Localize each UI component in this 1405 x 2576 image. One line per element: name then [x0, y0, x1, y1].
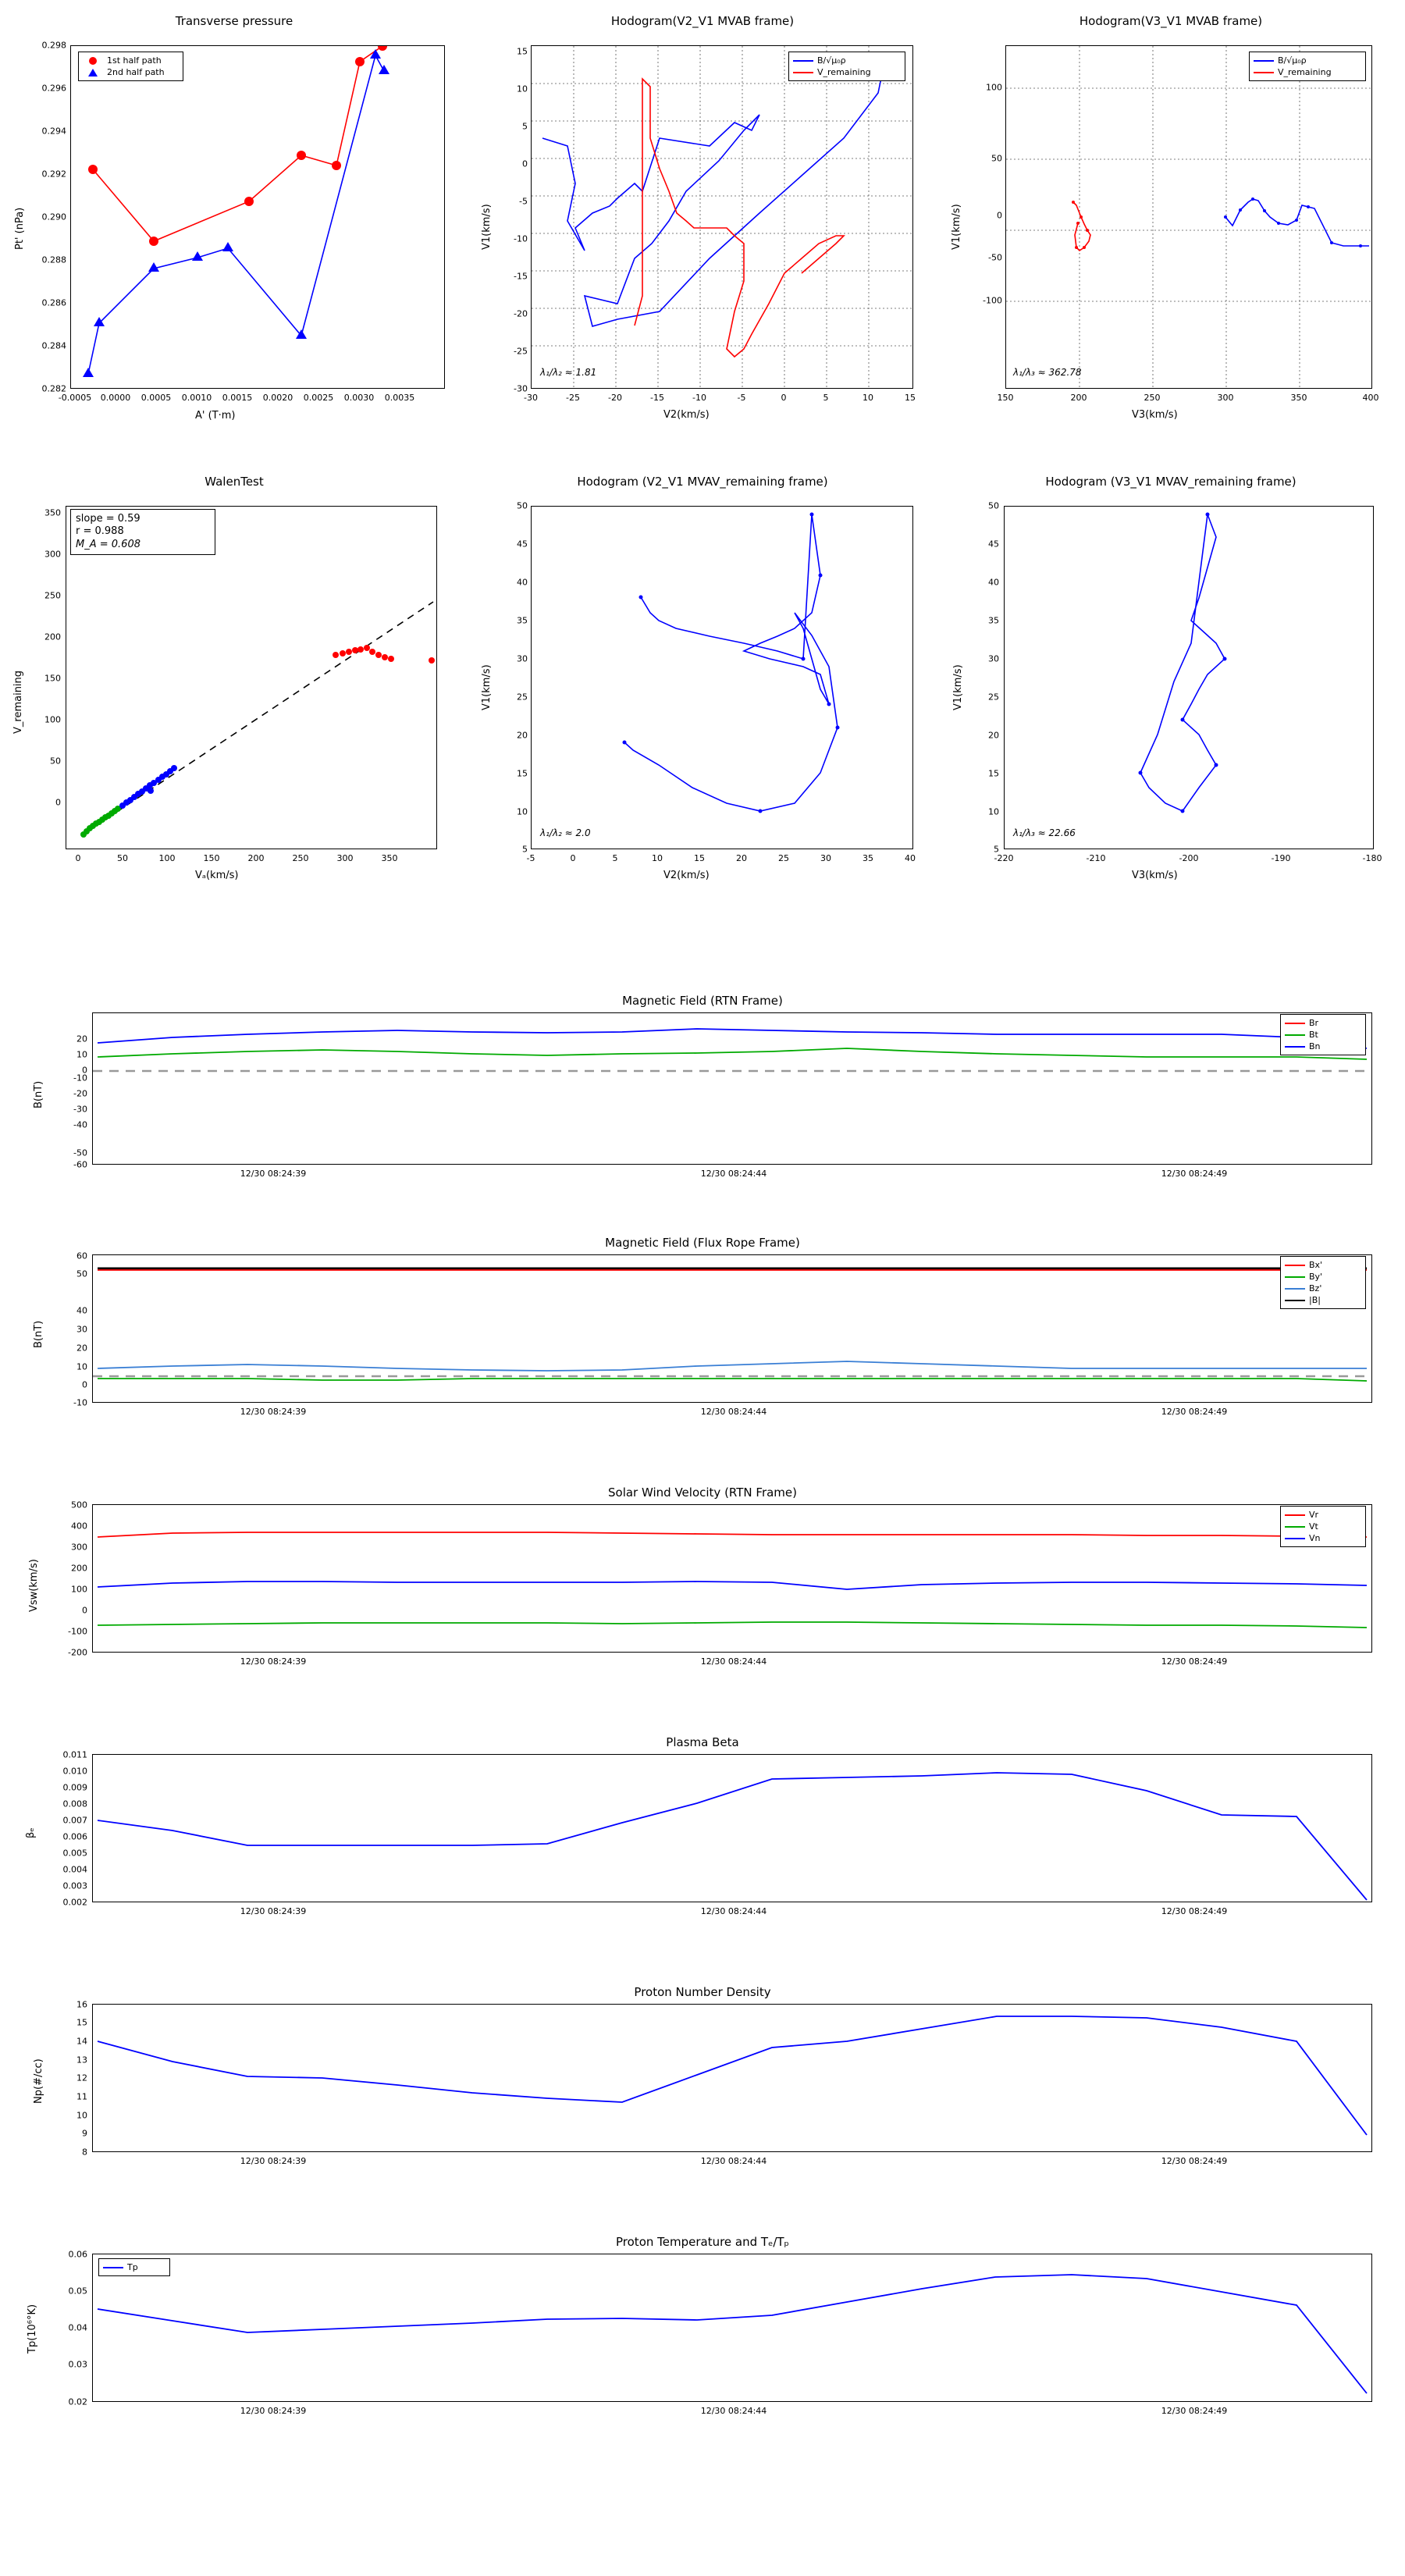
- panel-title: Proton Temperature and Tₑ/Tₚ: [616, 2235, 789, 2249]
- xtick: 12/30 08:24:39: [240, 2156, 307, 2166]
- xtick: 20: [736, 853, 747, 863]
- ytick: -50: [73, 1147, 87, 1158]
- ytick: 0.007: [62, 1815, 87, 1826]
- ytick: 0.298: [41, 40, 66, 51]
- xtick: 12/30 08:24:39: [240, 1656, 307, 1667]
- xtick: 0.0030: [343, 393, 375, 403]
- ytick: 14: [76, 2036, 87, 2047]
- x-axis-label: V3(km/s): [1132, 409, 1178, 421]
- x-axis-label: A' (T·m): [195, 410, 236, 422]
- ytick: -20: [73, 1088, 87, 1099]
- xtick: 12/30 08:24:49: [1161, 1656, 1228, 1667]
- xtick: -10: [692, 393, 706, 403]
- panel-title: Magnetic Field (RTN Frame): [622, 994, 783, 1008]
- xtick: 350: [381, 853, 398, 863]
- xtick: -20: [608, 393, 622, 403]
- ytick: 0.004: [62, 1864, 87, 1875]
- y-axis-label: Pt' (nPa): [14, 207, 26, 250]
- plot-area: [531, 506, 913, 849]
- legend-swatch: [103, 2267, 123, 2268]
- xtick: 12/30 08:24:44: [700, 1656, 767, 1667]
- xtick: 300: [336, 853, 354, 863]
- xtick: 250: [292, 853, 309, 863]
- ytick: -15: [514, 271, 528, 282]
- ytick: 0.284: [41, 340, 66, 351]
- panel-plasma-beta: [0, 1713, 1405, 1948]
- ytick: 40: [988, 577, 999, 588]
- ytick: 20: [517, 730, 528, 741]
- legend-label: V_remaining: [817, 67, 871, 77]
- plot-svg: [93, 1755, 1371, 1902]
- x-axis-label: V2(km/s): [663, 409, 710, 421]
- legend-swatch: [1285, 1288, 1305, 1290]
- ytick: 0.008: [62, 1799, 87, 1809]
- x-axis-label: Vₐ(km/s): [195, 870, 239, 881]
- xtick: 12/30 08:24:44: [700, 1407, 767, 1417]
- xtick: -30: [524, 393, 538, 403]
- xtick: 12/30 08:24:44: [700, 2156, 767, 2166]
- ytick: 400: [71, 1521, 87, 1532]
- ytick: 0.282: [41, 383, 66, 394]
- plot-area: [66, 506, 437, 849]
- ytick: 30: [517, 653, 528, 664]
- ytick: 30: [988, 653, 999, 664]
- plot-svg: [93, 1505, 1371, 1652]
- panel-title: Hodogram(V3_V1 MVAB frame): [1079, 14, 1263, 28]
- panel-proton-temperature: [0, 2213, 1405, 2463]
- legend: [1249, 52, 1366, 81]
- xtick: 5: [612, 853, 618, 863]
- ytick: 10: [517, 806, 528, 817]
- plot-svg: [93, 1013, 1371, 1164]
- ytick: 0.290: [41, 212, 66, 222]
- ytick: 25: [988, 692, 999, 703]
- legend-label: B/√μ₀ρ: [1278, 55, 1307, 66]
- xtick: 12/30 08:24:39: [240, 1407, 307, 1417]
- ytick: 0.003: [62, 1880, 87, 1891]
- xtick: 15: [905, 393, 916, 403]
- legend: [1280, 1256, 1366, 1309]
- ytick: 0: [82, 1605, 87, 1616]
- legend-swatch: [793, 72, 813, 73]
- legend-swatch: [1285, 1538, 1305, 1539]
- xtick: 12/30 08:24:39: [240, 1169, 307, 1179]
- xtick: 0.0020: [262, 393, 293, 403]
- ytick: -100: [983, 295, 1002, 306]
- xtick: 12/30 08:24:44: [700, 1169, 767, 1179]
- xtick: 200: [247, 853, 265, 863]
- panel-title: Hodogram (V2_V1 MVAV_remaining frame): [577, 475, 828, 489]
- ytick: 0: [997, 210, 1002, 221]
- ytick: 15: [76, 2017, 87, 2028]
- xtick: 0: [781, 393, 787, 403]
- xtick: 12/30 08:24:49: [1161, 2156, 1228, 2166]
- y-axis-label: B(nT): [33, 1080, 44, 1108]
- legend-swatch: [1285, 1514, 1305, 1516]
- xtick: -210: [1086, 853, 1106, 863]
- plot-area: [531, 45, 913, 389]
- plot-area: [70, 45, 445, 389]
- plot-svg: [532, 507, 912, 849]
- ytick: -50: [988, 252, 1002, 263]
- xtick: -190: [1271, 853, 1291, 863]
- y-axis-label: V1(km/s): [481, 204, 493, 250]
- ytick: 0.05: [68, 2286, 87, 2297]
- ytick: 13: [76, 2055, 87, 2065]
- xtick: 35: [863, 853, 873, 863]
- panel-title: Magnetic Field (Flux Rope Frame): [605, 1236, 800, 1250]
- xtick: 10: [863, 393, 873, 403]
- ytick: 0: [82, 1065, 87, 1076]
- xtick: 50: [117, 853, 128, 863]
- plot-area: [92, 2004, 1372, 2152]
- xtick: 150: [997, 393, 1014, 403]
- xtick: 40: [905, 853, 916, 863]
- ytick: 200: [44, 632, 61, 642]
- ytick: 0.06: [68, 2249, 87, 2260]
- eigenvalue-ratio-annotation: λ₁/λ₂ ≈ 1.81: [540, 367, 597, 378]
- xtick: 30: [820, 853, 831, 863]
- panel-hodogram-v2v1-mvab: [468, 0, 937, 445]
- plot-svg: [71, 46, 444, 388]
- legend-swatch: [793, 60, 813, 62]
- xtick: 0.0035: [384, 393, 415, 403]
- ytick: 45: [517, 539, 528, 550]
- legend-label: Vt: [1309, 1521, 1318, 1532]
- panel-magnetic-field-rtn: [0, 964, 1405, 1198]
- ytick: 12: [76, 2073, 87, 2083]
- ytick: 150: [44, 673, 61, 684]
- y-axis-label: V1(km/s): [952, 664, 964, 710]
- panel-title: Plasma Beta: [666, 1735, 739, 1749]
- legend-label: Bn: [1309, 1041, 1321, 1051]
- ytick: 100: [44, 714, 61, 725]
- legend-label: Bt: [1309, 1030, 1318, 1040]
- ytick: 300: [44, 549, 61, 560]
- plot-area: [92, 2254, 1372, 2402]
- legend: [78, 52, 183, 81]
- legend: [1280, 1506, 1366, 1547]
- xtick: 25: [778, 853, 789, 863]
- xtick: 12/30 08:24:39: [240, 2406, 307, 2416]
- legend-label: Bx': [1309, 1260, 1323, 1270]
- plot-svg: [1006, 46, 1371, 388]
- plot-area: [92, 1504, 1372, 1653]
- ytick: 50: [517, 500, 528, 511]
- legend-label: B/√μ₀ρ: [817, 55, 846, 66]
- legend: [98, 2258, 170, 2276]
- xtick: 12/30 08:24:49: [1161, 1906, 1228, 1916]
- ytick: 10: [76, 2110, 87, 2121]
- ytick: 100: [71, 1584, 87, 1595]
- xtick: -5: [526, 853, 535, 863]
- panel-title: Transverse pressure: [175, 14, 293, 28]
- xtick: -25: [566, 393, 580, 403]
- x-axis-label: V3(km/s): [1132, 870, 1178, 881]
- xtick: -0.0005: [58, 393, 92, 403]
- ytick: 35: [988, 615, 999, 626]
- ytick: 0.296: [41, 83, 66, 94]
- ytick: 8: [82, 2147, 87, 2158]
- plot-area: [92, 1012, 1372, 1165]
- legend-swatch: [1285, 1046, 1305, 1048]
- legend: [788, 52, 905, 81]
- ytick: 5: [994, 844, 999, 855]
- ytick: 25: [517, 692, 528, 703]
- ytick: 100: [986, 82, 1002, 93]
- ytick: 50: [50, 756, 61, 767]
- panel-title: Solar Wind Velocity (RTN Frame): [608, 1485, 797, 1500]
- ytick: 350: [44, 507, 61, 518]
- xtick: -15: [650, 393, 664, 403]
- ytick: 10: [988, 806, 999, 817]
- xtick: 0.0005: [140, 393, 172, 403]
- ytick: 9: [82, 2128, 87, 2139]
- legend-label: Br: [1309, 1018, 1319, 1028]
- y-axis-label: V_remaining: [12, 670, 24, 734]
- eigenvalue-ratio-annotation: λ₁/λ₃ ≈ 362.78: [1013, 367, 1082, 378]
- plot-svg: [93, 2005, 1371, 2151]
- plot-svg: [66, 507, 436, 849]
- xtick: 100: [158, 853, 176, 863]
- ytick: -30: [73, 1104, 87, 1115]
- ytick: 15: [517, 46, 528, 57]
- xtick: 400: [1362, 393, 1379, 403]
- ytick: 40: [76, 1305, 87, 1316]
- legend-swatch: [1285, 1023, 1305, 1024]
- eigenvalue-ratio-annotation: λ₁/λ₃ ≈ 22.66: [1013, 827, 1076, 838]
- y-axis-label: Tp(10⁶°K): [27, 2304, 38, 2354]
- xtick: 15: [694, 853, 705, 863]
- xtick: 12/30 08:24:49: [1161, 1169, 1228, 1179]
- walen-slope: slope = 0.59: [76, 513, 140, 525]
- ytick: -200: [68, 1647, 87, 1658]
- xtick: 0.0010: [181, 393, 212, 403]
- xtick: -220: [994, 853, 1014, 863]
- legend: [1280, 1014, 1366, 1055]
- ytick: 10: [76, 1361, 87, 1372]
- ytick: 0.04: [68, 2322, 87, 2333]
- xtick: 0.0000: [100, 393, 131, 403]
- ytick: -100: [68, 1626, 87, 1637]
- ytick: 0.006: [62, 1831, 87, 1842]
- ytick: 35: [517, 615, 528, 626]
- plot-area: [1005, 45, 1372, 389]
- xtick: 0.0025: [303, 393, 334, 403]
- ytick: -10: [514, 233, 528, 244]
- ytick: 50: [76, 1268, 87, 1279]
- panel-walen-test: [0, 461, 468, 906]
- xtick: 0.0015: [222, 393, 253, 403]
- ytick: 20: [988, 730, 999, 741]
- xtick: -5: [737, 393, 746, 403]
- ytick: 500: [71, 1500, 87, 1510]
- xtick: 300: [1217, 393, 1234, 403]
- ytick: 200: [71, 1563, 87, 1574]
- ytick: 10: [517, 84, 528, 94]
- ytick: -10: [73, 1073, 87, 1083]
- ytick: 5: [522, 844, 528, 855]
- walen-r: r = 0.988: [76, 525, 124, 538]
- legend-label: Tp: [127, 2262, 138, 2272]
- plot-svg: [93, 1255, 1371, 1402]
- legend-label: Vr: [1309, 1510, 1319, 1520]
- panel-proton-number-density: [0, 1963, 1405, 2197]
- y-axis-label: Np(#/cc): [33, 2058, 44, 2104]
- y-axis-label: B(nT): [33, 1320, 44, 1348]
- xtick: 12/30 08:24:39: [240, 1906, 307, 1916]
- legend-swatch: [1285, 1034, 1305, 1036]
- ytick: 10: [76, 1049, 87, 1060]
- ytick: 0: [82, 1379, 87, 1390]
- legend-marker-circle: [83, 56, 103, 66]
- eigenvalue-ratio-annotation: λ₁/λ₂ ≈ 2.0: [540, 827, 591, 838]
- panel-title: Hodogram (V3_V1 MVAV_remaining frame): [1045, 475, 1297, 489]
- walen-ma: M_A = 0.608: [76, 538, 140, 550]
- legend-swatch: [1285, 1300, 1305, 1301]
- x-axis-label: V2(km/s): [663, 870, 710, 881]
- ytick: 60: [76, 1251, 87, 1261]
- plot-area: [1004, 506, 1374, 849]
- ytick: 0.03: [68, 2359, 87, 2370]
- y-axis-label: Vsw(km/s): [28, 1559, 40, 1612]
- xtick: -200: [1179, 853, 1199, 863]
- ytick: 0.294: [41, 126, 66, 137]
- ytick: 50: [991, 153, 1002, 164]
- y-axis-label: V1(km/s): [951, 204, 962, 250]
- xtick: 10: [652, 853, 663, 863]
- ytick: 30: [76, 1324, 87, 1335]
- legend-label: Vn: [1309, 1533, 1321, 1543]
- legend-swatch: [1285, 1526, 1305, 1528]
- xtick: 0: [75, 853, 81, 863]
- ytick: 15: [517, 768, 528, 779]
- plot-area: [92, 1754, 1372, 1902]
- panel-hodogram-v2v1-mvav: [468, 461, 937, 906]
- ytick: 11: [76, 2091, 87, 2102]
- ytick: 0.009: [62, 1782, 87, 1793]
- ytick: 0.02: [68, 2396, 87, 2407]
- panel-solar-wind-velocity-rtn: [0, 1464, 1405, 1698]
- xtick: 250: [1144, 393, 1161, 403]
- xtick: 0: [570, 853, 576, 863]
- ytick: 20: [76, 1034, 87, 1044]
- ytick: 40: [517, 577, 528, 588]
- panel-title: Proton Number Density: [634, 1985, 771, 1999]
- legend-swatch: [1285, 1265, 1305, 1266]
- ytick: 0: [55, 797, 61, 808]
- xtick: 150: [203, 853, 220, 863]
- xtick: 200: [1070, 393, 1087, 403]
- ytick: 50: [988, 500, 999, 511]
- ytick: 0.011: [62, 1749, 87, 1760]
- plot-svg: [1005, 507, 1373, 849]
- y-axis-label: V1(km/s): [481, 664, 493, 710]
- ytick: -30: [514, 383, 528, 394]
- panel-magnetic-field-flux-rope: [0, 1214, 1405, 1448]
- ytick: -60: [73, 1159, 87, 1170]
- ytick: 16: [76, 1999, 87, 2010]
- xtick: 12/30 08:24:49: [1161, 2406, 1228, 2416]
- panel-title: Hodogram(V2_V1 MVAB frame): [610, 14, 795, 28]
- xtick: 5: [823, 393, 829, 403]
- ytick: -40: [73, 1119, 87, 1130]
- panel-transverse-pressure: [0, 0, 468, 445]
- ytick: 45: [988, 539, 999, 550]
- xtick: 12/30 08:24:49: [1161, 1407, 1228, 1417]
- ytick: 20: [76, 1343, 87, 1354]
- legend-marker-triangle: [83, 68, 103, 77]
- panel-hodogram-v3v1-mvav: [937, 461, 1405, 906]
- ytick: 0.288: [41, 254, 66, 265]
- xtick: 12/30 08:24:44: [700, 1906, 767, 1916]
- ytick: 0: [522, 158, 528, 169]
- ytick: -10: [73, 1397, 87, 1408]
- ytick: -5: [519, 196, 528, 207]
- panel-title: WalenTest: [205, 475, 264, 489]
- y-axis-label: βₑ: [25, 1827, 37, 1838]
- legend-swatch: [1254, 60, 1274, 62]
- legend-label: V_remaining: [1278, 67, 1332, 77]
- legend-swatch: [1254, 72, 1274, 73]
- ytick: 5: [522, 121, 528, 132]
- ytick: 15: [988, 768, 999, 779]
- walen-stats-box: [70, 509, 215, 555]
- plot-svg: [93, 2254, 1371, 2401]
- ytick: 250: [44, 590, 61, 601]
- ytick: 0.005: [62, 1848, 87, 1859]
- panel-hodogram-v3v1-mvab: [937, 0, 1405, 445]
- legend-label: 1st half path: [107, 55, 162, 66]
- legend-label: By': [1309, 1272, 1323, 1282]
- ytick: 0.002: [62, 1897, 87, 1908]
- ytick: 0.010: [62, 1766, 87, 1777]
- legend-label: |B|: [1309, 1295, 1321, 1305]
- ytick: 0.292: [41, 169, 66, 180]
- ytick: 300: [71, 1542, 87, 1553]
- xtick: -180: [1362, 853, 1382, 863]
- legend-swatch: [1285, 1276, 1305, 1278]
- legend-label: Bz': [1309, 1283, 1322, 1293]
- plot-svg: [532, 46, 912, 388]
- ytick: 0.286: [41, 297, 66, 308]
- xtick: 350: [1290, 393, 1307, 403]
- xtick: 12/30 08:24:44: [700, 2406, 767, 2416]
- ytick: -20: [514, 308, 528, 319]
- plot-area: [92, 1254, 1372, 1403]
- ytick: -25: [514, 346, 528, 357]
- legend-label: 2nd half path: [107, 67, 165, 77]
